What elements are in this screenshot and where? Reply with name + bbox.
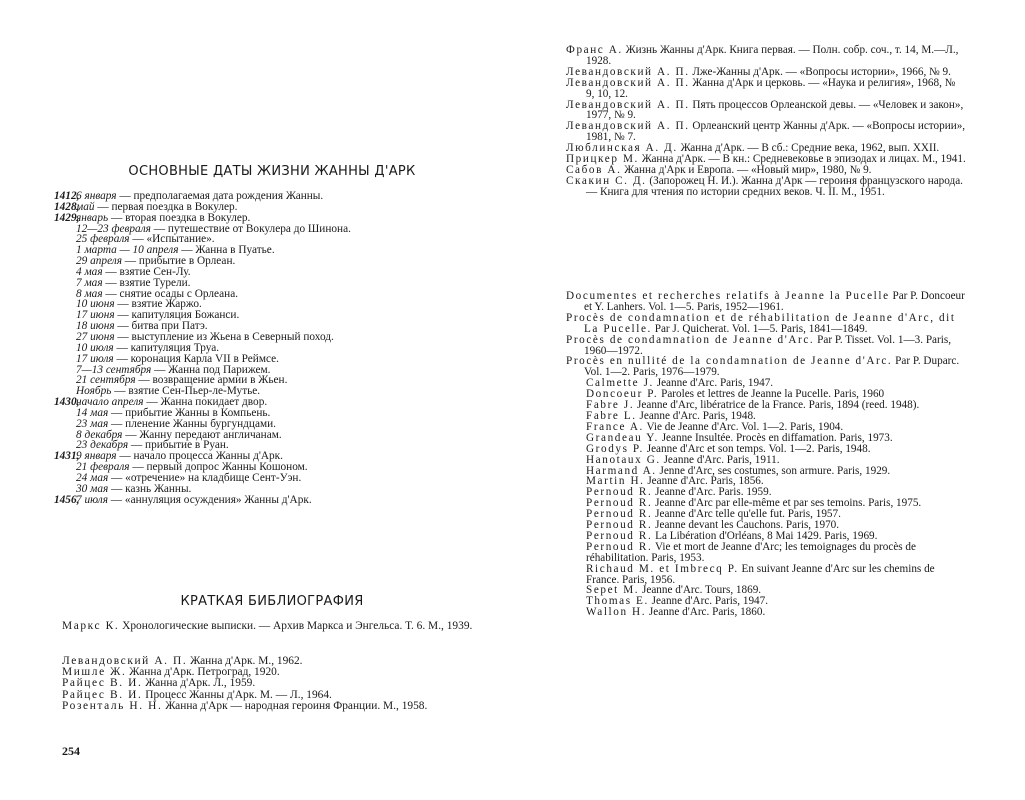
timeline-year: 1412, <box>54 190 80 202</box>
bibliography-details: (Запорожец Н. И.). Жанна д'Арк — героиня французского народа. — Книга для чтения по истории средних веков. Ч. II. М., 1951. <box>586 174 963 198</box>
timeline-date: 21 февраля <box>76 461 130 474</box>
bibliography-details: Jeanne d'Arc telle qu'elle fut. Paris, 1957. <box>652 508 841 521</box>
bibliography-author: Harmand A. <box>586 464 657 477</box>
bibliography-details: Жанна д'Арк. — В сб.: Средние века, 1962, вып. XXII. <box>677 142 940 155</box>
bibliography-entry <box>62 621 482 632</box>
timeline-event: — пленение Жанны бургундцами. <box>108 417 276 430</box>
bibliography-details: Jeanne d'Arc. Tours, 1869. <box>639 584 762 597</box>
bibliography-details: Jeanne d'Arc. Paris, 1856. <box>644 475 764 488</box>
bibliography-details: Par J. Quicherat. Vol. 1—5. Paris, 1841—1849. <box>651 322 868 335</box>
bibliography-author: Martin H. <box>586 475 645 488</box>
bibliography-author: Pernoud R. <box>586 519 653 532</box>
timeline-year: 1431, <box>54 450 80 463</box>
bibliography-details: Жанна д'Арк — народная героиня Франции. М., 1958. <box>162 699 428 712</box>
bibliography-entry <box>566 313 966 335</box>
bibliography-details: Пять процессов Орлеанской девы. — «Человек и закон», 1977, № 9. <box>586 98 964 122</box>
bibliography-author: Wallon H. <box>586 606 647 619</box>
bibliography-details: Jeanne d'Arc. Paris, 1911. <box>660 453 780 466</box>
russian-bibliography <box>566 45 966 198</box>
timeline-date: 7 мая <box>76 276 103 289</box>
timeline-event: — начало процесса Жанны д'Арк. <box>116 450 283 463</box>
timeline-date: 21 сентября <box>76 374 136 387</box>
timeline-event: — «Испытание». <box>129 233 215 246</box>
bibliography-author: Pernoud R. <box>586 529 653 542</box>
timeline-date: 7 июля <box>76 493 108 506</box>
bibliography-author: Франс А. <box>566 44 623 56</box>
bibliography-details: Жанна д'Арк и церковь. — «Наука и религия», 1968, № 9, 10, 12. <box>586 76 956 100</box>
timeline-date: 27 июня <box>76 330 115 343</box>
bibliography-details: Жизнь Жанны д'Арк. Книга первая. — Полн. собр. соч., т. 14, М.—Л., 1928. <box>586 44 959 67</box>
timeline-year: 1428, <box>54 200 80 213</box>
bibliography-entry <box>566 121 966 143</box>
timeline-date: 17 июля <box>76 352 114 365</box>
bibliography-author: Маркс К. <box>62 620 120 632</box>
bibliography-details: Jeanne d'Arc, libératrice de la France. Paris, 1894 (reed. 1948). <box>634 399 920 412</box>
bibliography-details: Jeanne d'Arc par elle-même et par ses temoins. Paris, 1975. <box>652 497 922 510</box>
bibliography-entry <box>566 335 966 357</box>
timeline-event: — казнь Жанны. <box>108 482 192 495</box>
timeline-date: 8 мая <box>76 287 103 300</box>
bibliography-group-1 <box>62 621 482 632</box>
bibliography-author: Левандовский А. П. <box>566 65 690 78</box>
timeline-row <box>54 493 482 506</box>
bibliography-author: Fabre J. <box>586 399 635 412</box>
bibliography-details: Жанна д'Арк. Петроград, 1920. <box>126 666 280 679</box>
bibliography-entry <box>566 176 966 198</box>
bibliography-entry <box>566 607 966 618</box>
timeline-event: — капитуляция Божанси. <box>114 309 240 322</box>
timeline-event: — «аннуляция осуждения» Жанны д'Арк. <box>107 493 312 506</box>
bibliography-author: Procès de condamnation de Jeanne d'Arc. <box>566 333 815 346</box>
timeline-event: — Жанна под Парижем. <box>151 363 271 376</box>
bibliography-author: Люблинская А. Д. <box>566 142 678 155</box>
bibliography-details: Орлеанский центр Жанны д'Арк. — «Вопросы истории», 1981, № 7. <box>586 120 966 144</box>
timeline-year: 1430, <box>54 396 80 409</box>
bibliography-author: Procès de condamnation et de réhabilitation de Jeanne d'Arc, dit La Pucelle. <box>566 311 956 335</box>
timeline-date: январь <box>76 211 109 224</box>
bibliography-details: Жанна д'Арк. М., 1962. <box>187 655 303 667</box>
bibliography-author: Doncoeur P. <box>586 388 659 401</box>
timeline-event: — прибытие Жанны в Компьень. <box>108 406 271 419</box>
timeline-date: начало апреля <box>76 396 144 409</box>
bibliography-entry <box>566 291 966 313</box>
timeline-event: — возвращение армии в Жьен. <box>135 374 288 387</box>
timeline-event: — Жанна в Пуатье. <box>178 244 275 257</box>
bibliography-author: France A. <box>586 420 644 433</box>
timeline-date: 10 июля <box>76 341 114 354</box>
bibliography-details: En suivant Jeanne d'Arc sur les chemins de France. Paris, 1956. <box>586 562 935 586</box>
bibliography-details: Jeanne devant les Cauchons. Paris, 1970. <box>652 519 840 532</box>
timeline-date: 23 мая <box>76 417 109 430</box>
timeline-event: — предполагаемая дата рождения Жанны. <box>116 190 324 202</box>
bibliography-details: Jeanne d'Arc. Paris, 1947. <box>648 595 769 608</box>
bibliography-author: Pernoud R. <box>586 540 653 553</box>
bibliography-details: Jeanne d'Arc. Paris, 1860. <box>646 606 766 619</box>
bibliography-details: Jeanne Insultée. Procès en diffamation. Paris, 1973. <box>658 431 893 444</box>
timeline-list <box>54 190 482 506</box>
timeline-date: 30 мая <box>76 482 109 495</box>
timeline-event: — прибытие в Руан. <box>128 439 229 452</box>
bibliography-author: Grodys P. <box>586 442 644 455</box>
bibliography-entry <box>566 564 966 586</box>
bibliography-details: Par P. Duparc. Vol. 1—2. Paris, 1976—1979. <box>584 355 960 379</box>
bibliography-details: Jenne d'Arc, ses costumes, son armure. Paris, 1929. <box>656 464 891 477</box>
bibliography-author: Hanotaux G. <box>586 453 661 466</box>
timeline-date: 14 мая <box>76 406 109 419</box>
bibliography-author: Скакин С. Д. <box>566 174 647 187</box>
timeline-date: 8 декабря <box>76 428 123 441</box>
timeline-event: — вторая поездка в Вокулер. <box>108 211 251 224</box>
bibliography-author: Calmette J. <box>586 377 654 390</box>
bibliography-details: La Libération d'Orléans, 8 Mai 1429. Paris, 1969. <box>652 529 878 542</box>
timeline-event: — «отречение» на кладбище Сент-Уэн. <box>108 471 302 484</box>
bibliography-entry <box>566 100 966 122</box>
bibliography-author: Richaud M. et Imbrecq P. <box>586 562 739 575</box>
timeline-date: 7—13 сентября <box>76 363 152 376</box>
bibliography-author: Pernoud R. <box>586 486 653 499</box>
bibliography-details: Vie et mort de Jeanne d'Arc; les temoignages du procès de réhabilitation. Paris, 1953. <box>586 540 916 564</box>
bibliography-details: Жанна д'Арк и Европа. — «Новый мир», 1980, № 9. <box>621 163 872 176</box>
timeline-event: — битва при Патэ. <box>114 320 208 333</box>
bibliography-author: Левандовский А. П. <box>566 120 690 133</box>
timeline-date: 1 марта — 10 апреля <box>76 244 179 257</box>
bibliography-details: Хронологические выписки. — Архив Маркса и Энгельса. Т. 6. М., 1939. <box>119 620 473 632</box>
timeline-event: — взятие Жаржо. <box>114 298 202 311</box>
bibliography-details: Жанна д'Арк. Л., 1959. <box>142 677 256 690</box>
timeline-event: — выступление из Жьена в Северный поход. <box>114 330 334 343</box>
timeline-event: — первая поездка в Вокулер. <box>94 200 238 213</box>
timeline-event: — снятие осады с Орлеана. <box>102 287 239 300</box>
timeline-date: 4 мая <box>76 265 103 278</box>
timeline-event: — первый допрос Жанны Кошоном. <box>129 461 308 474</box>
bibliography-entry <box>566 45 966 67</box>
bibliography-author: Левандовский А. П. <box>566 98 690 111</box>
timeline-event: — капитуляция Труа. <box>113 341 220 354</box>
bibliography-author: Сабов А. <box>566 163 622 176</box>
bibliography-details: Jeanne d'Arc. Paris, 1947. <box>653 377 774 390</box>
timeline-date: май <box>76 200 95 213</box>
bibliography-details: Jeanne d'Arc et son temps. Vol. 1—2. Paris, 1948. <box>643 442 871 455</box>
bibliography-entry <box>566 542 966 564</box>
bibliography-details: Лже-Жанны д'Арк. — «Вопросы истории», 1966, № 9. <box>689 65 951 78</box>
bibliography-details: Jeanne d'Arc. Paris, 1948. <box>636 409 756 422</box>
timeline-event: — прибытие в Орлеан. <box>121 255 236 268</box>
bibliography-entry <box>566 78 966 100</box>
timeline-event: — Жанну передают англичанам. <box>122 428 282 441</box>
timeline-event: — коронация Карла VII в Реймсе. <box>113 352 279 365</box>
timeline-date: 9 января <box>76 450 117 463</box>
timeline-heading: ОСНОВНЫЕ ДАТЫ ЖИЗНИ ЖАННЫ Д'АРК <box>128 164 416 179</box>
timeline-event: — путешествие от Вокулера до Шинона. <box>150 222 351 235</box>
page-number: 254 <box>62 744 80 758</box>
bibliography-author: Прицкер М. <box>566 153 639 166</box>
bibliography-author: Левандовский А. П. <box>62 655 188 667</box>
bibliography-details: Par P. Tisset. Vol. 1—3. Paris, 1960—1972. <box>584 333 951 357</box>
bibliography-details: Par P. Doncoeur et Y. Lanhers. Vol. 1—5. Paris, 1952—1961. <box>584 290 965 313</box>
bibliography-author: Pernoud R. <box>586 497 653 510</box>
timeline-event: — взятие Сен-Лу. <box>102 265 191 278</box>
bibliography-author: Documentes et recherches relatifs à Jeanne la Pucelle <box>566 290 890 302</box>
timeline-date: 12—23 февраля <box>76 222 151 235</box>
timeline-date: Ноябрь <box>76 385 112 398</box>
bibliography-author: Райцес В. И. <box>62 677 143 690</box>
timeline-date: 10 июня <box>76 298 115 311</box>
timeline-year: 1429, <box>54 211 80 224</box>
timeline-date: 18 июня <box>76 320 115 333</box>
bibliography-details: Jeanne d'Arc. Paris. 1959. <box>652 486 772 499</box>
timeline-date: 29 апреля <box>76 255 122 268</box>
bibliography-details: Процесс Жанны д'Арк. М. — Л., 1964. <box>142 688 332 701</box>
timeline-year: 1456, <box>54 493 80 506</box>
bibliography-entry <box>566 356 966 378</box>
bibliography-author: Розенталь Н. Н. <box>62 699 163 712</box>
bibliography-group-2 <box>62 656 482 712</box>
timeline-date: 24 мая <box>76 471 109 484</box>
bibliography-heading: КРАТКАЯ БИБЛИОГРАФИЯ <box>180 594 364 609</box>
bibliography-author: Pernoud R. <box>586 508 653 521</box>
bibliography-details: Жанна д'Арк. — В кн.: Средневековье в эпизодах и лицах. М., 1941. <box>638 153 966 166</box>
timeline-event: — Жанна покидает двор. <box>143 396 268 409</box>
timeline-date: 23 декабря <box>76 439 129 452</box>
timeline-event: — взятие Турели. <box>102 276 191 289</box>
bibliography-author: Thomas E. <box>586 595 649 608</box>
bibliography-author: Grandeau Y. <box>586 431 659 444</box>
timeline-event: — взятие Сен-Пьер-ле-Мутье. <box>111 385 261 398</box>
bibliography-author: Левандовский А. П. <box>566 76 690 89</box>
bibliography-author: Райцес В. И. <box>62 688 143 701</box>
timeline-date: 6 января <box>76 190 117 202</box>
timeline-date: 25 февраля <box>76 233 130 246</box>
bibliography-author: Мишле Ж. <box>62 666 127 679</box>
bibliography-details: Paroles et lettres de Jeanne la Pucelle. Paris, 1960 <box>658 388 885 401</box>
timeline-date: 17 июня <box>76 309 115 322</box>
bibliography-author: Sepet M. <box>586 584 640 597</box>
bibliography-details: Vie de Jeanne d'Arc. Vol. 1—2. Paris, 1904. <box>643 420 844 433</box>
french-bibliography <box>566 291 966 618</box>
bibliography-author: Fabre L. <box>586 409 637 422</box>
bibliography-entry <box>62 701 482 712</box>
bibliography-author: Procès en nullité de la condamnation de Jeanne d'Arc. <box>566 355 893 368</box>
